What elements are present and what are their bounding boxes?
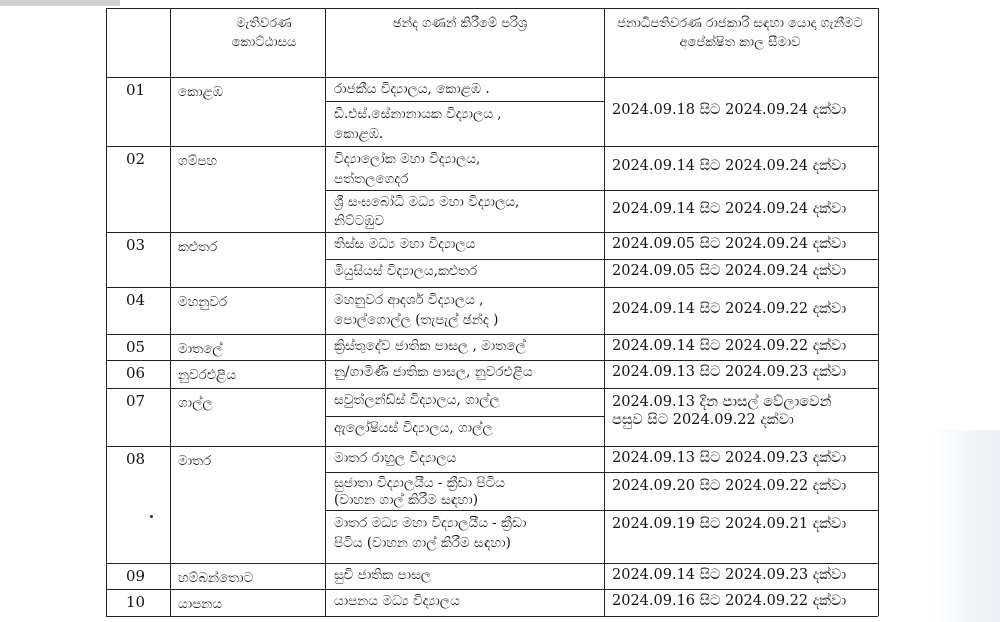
row-number: 04	[126, 291, 146, 309]
district-name: මාතර	[178, 453, 212, 469]
counting-center-name: ඩී.එස්.සේනානායක විද්‍යාලය ,	[334, 106, 502, 122]
row-number: 03	[126, 236, 146, 254]
header-district: මැතිවරණ කොට්ඨාසය	[231, 16, 297, 50]
counting-center-name: සුජාතා විද්‍යාලයීය - ක්‍රීඩා පිටිය	[334, 475, 505, 491]
table-row-rule	[106, 287, 878, 288]
duty-period-text: 2024.09.05 සිට 2024.09.24 දක්වා	[612, 263, 847, 279]
district-name: හම්බන්තොට	[178, 570, 254, 586]
counting-center-name: පොල්ගොල්ල (තැපැල් ඡන්ද )	[334, 312, 499, 328]
counting-center-name: සුචි ජාතික පාසල	[334, 567, 432, 583]
counting-center-name: මාතර මධ්‍ය මහා විද්‍යාලයීය - ක්‍රීඩා	[334, 515, 527, 531]
table-row-rule	[106, 232, 878, 233]
header-counting-center: ඡන්ද ගණන් කිරීමේ පරිශ්‍ර	[392, 16, 528, 31]
duty-period-text: 2024.09.18 සිට 2024.09.24 දක්වා	[612, 101, 847, 118]
row-number: 06	[126, 364, 146, 382]
sub-row-rule	[604, 259, 878, 260]
row-number: 07	[126, 392, 146, 410]
counting-center-name: (වාහන ගාල් කිරීම සඳහා)	[334, 492, 479, 508]
row-number: 02	[126, 150, 146, 168]
counting-center-name: මියුසියස් විද්‍යාලය,කළුතර	[334, 263, 478, 279]
table-column-rule	[170, 8, 171, 616]
table-column-rule	[106, 8, 107, 616]
duty-period-text: 2024.09.19 සිට 2024.09.21 දක්වා	[612, 516, 847, 532]
duty-period-text: 2024.09.05 සිට 2024.09.24 දක්වා	[612, 236, 847, 252]
row-number: 10	[126, 593, 146, 611]
table-row-rule	[106, 388, 878, 389]
table-row-rule	[106, 146, 878, 147]
district-name: මහනුවර	[178, 294, 228, 310]
duty-period-text: 2024.09.13 දින පාසල් වේලාවෙන්	[612, 394, 832, 410]
counting-center-name: කොළඹ.	[334, 126, 384, 142]
counting-center-name: විද්‍යාලෝක මහා විද්‍යාලය,	[334, 151, 481, 167]
district-name: කළුතර	[178, 239, 218, 255]
table-row-rule	[106, 77, 878, 78]
counting-center-name: මහනුවර ආදර්ශ විද්‍යාලය ,	[334, 292, 484, 308]
counting-center-name: නු/ගාමිණී ජාතික පාසල, නුවරඑළිය	[334, 364, 533, 380]
table-column-rule	[878, 8, 879, 616]
row-number: 01	[126, 81, 146, 99]
district-name: කොළඹ	[178, 84, 223, 100]
counting-center-name: මාතර රාහුල විද්‍යාලය	[334, 450, 457, 466]
duty-period-text: 2024.09.20 සිට 2024.09.22 දක්වා	[612, 478, 847, 494]
table-column-rule	[604, 8, 605, 616]
sub-row-rule	[325, 101, 604, 102]
duty-period-text: 2024.09.14 සිට 2024.09.22 දක්වා	[612, 300, 847, 317]
scan-edge-shadow	[0, 0, 120, 6]
row-number: 05	[126, 338, 146, 356]
sub-row-rule	[604, 472, 878, 473]
sub-row-rule	[604, 190, 878, 191]
sub-row-rule	[604, 510, 878, 511]
counting-center-name: නිට්ටඹුව	[334, 213, 385, 229]
scan-edge-shadow	[930, 430, 1000, 622]
sub-row-rule	[325, 472, 604, 473]
table-row-rule	[106, 8, 878, 9]
table-row-rule	[106, 334, 878, 335]
counting-center-name: යාපනය මධ්‍ය විද්‍යාලය	[334, 593, 460, 609]
sub-row-rule	[325, 259, 604, 260]
district-name: ගාල්ල	[178, 395, 213, 411]
duty-period-text: 2024.09.14 සිට 2024.09.24 දක්වා	[612, 201, 847, 217]
counting-center-name: සවුත්ලන්ඩ්ස් විද්‍යාලය, ගාල්ල	[334, 392, 500, 408]
table-row-rule	[106, 446, 878, 447]
sub-row-rule	[325, 190, 604, 191]
counting-center-name: පිටිය (වාහන ගාල් කිරීම සඳහා)	[334, 535, 511, 551]
duty-period-text: 2024.09.14 සිට 2024.09.23 දක්වා	[612, 567, 847, 583]
sub-row-rule	[325, 416, 604, 417]
table-row-rule	[106, 616, 878, 617]
counting-center-name: තිස්ස මධ්‍ය මහා විද්‍යාලය	[334, 236, 476, 252]
row-number: 08	[126, 450, 146, 468]
table-row-rule	[106, 563, 878, 564]
district-name: නුවරඑළිය	[178, 367, 236, 383]
scan-speck	[150, 515, 153, 518]
counting-center-name: ඇලෝෂියස් විද්‍යාලය, ගාල්ල	[334, 420, 493, 436]
duty-period-text: 2024.09.16 සිට 2024.09.22 දක්වා	[612, 593, 847, 609]
duty-period-text: 2024.09.14 සිට 2024.09.24 දක්වා	[612, 158, 847, 174]
district-name: මාතලේ	[178, 341, 223, 357]
duty-period-text: 2024.09.14 සිට 2024.09.22 දක්වා	[612, 338, 847, 354]
table-row-rule	[106, 589, 878, 590]
counting-center-name: රාජකීය විද්‍යාලය, කොළඹ .	[334, 81, 490, 97]
duty-period-text: 2024.09.13 සිට 2024.09.23 දක්වා	[612, 450, 847, 466]
district-name: යාපනය	[178, 596, 222, 612]
table-row-rule	[106, 360, 878, 361]
sub-row-rule	[325, 510, 604, 511]
row-number: 09	[126, 567, 146, 585]
counting-center-name: පත්තලගෙදර	[334, 171, 409, 187]
duty-period-text: 2024.09.13 සිට 2024.09.23 දක්වා	[612, 364, 847, 380]
district-name: ගම්පහ	[178, 153, 218, 169]
header-duty-period: ජනාධිපතිවරණ රාජකාරි සඳහා යොදා ගැනීමට අපේක්ෂිත කාල සීමාව	[617, 16, 863, 50]
counting-center-name: ශ්‍රී සංඝබෝධි මධ්‍ය මහා විද්‍යාලය,	[334, 194, 520, 210]
counting-center-name: ක්‍රිස්තුදේව ජාතික පාසල , මාතලේ	[334, 338, 526, 354]
duty-period-text: පසුව සිට 2024.09.22 දක්වා	[612, 412, 794, 428]
